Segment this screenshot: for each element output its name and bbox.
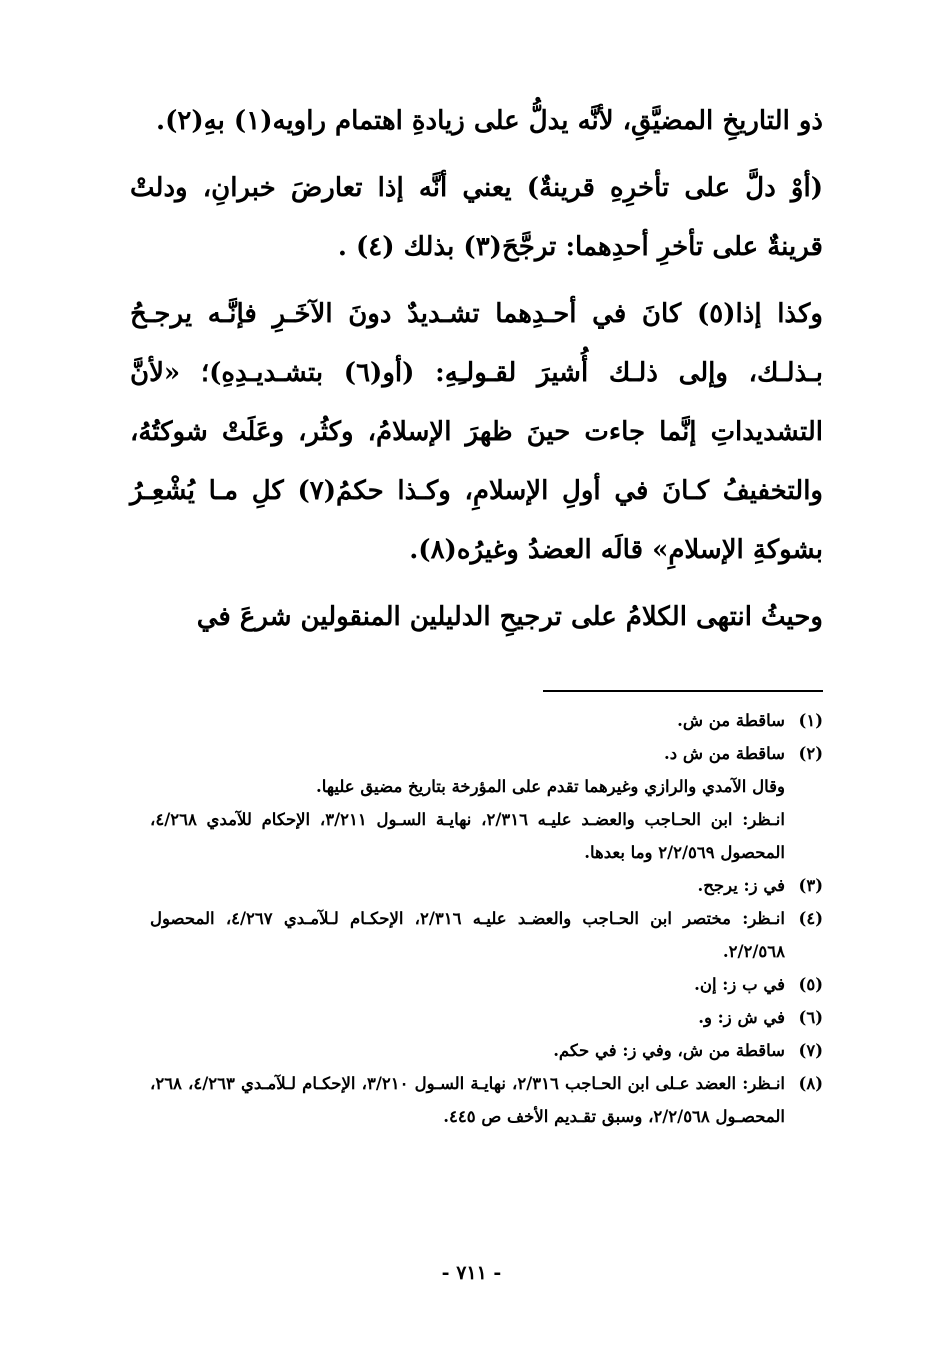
paragraph-2: (أوْ دلَّ على تأخرِهِ قرينةٌ) يعني أنَّه إذا تعارضَ خبرانِ، ودلتْ قرينةٌ على تأخرِ أحدِهما: ترجَّحَ(٣) بذلك (٤) . — [130, 173, 823, 262]
footnote-line: ساقطة من ش، وفي ز: في حكم. — [553, 1041, 785, 1060]
footnote-line: انـظر: ابن الحـاجب والعضـد عليـه ٢/٣١٦، نهايـة السـول ٣/٢١١، الإحكام للآمدي ٤/٢٦٨، المحصول ٢/٢/٥٦٩ وما بعدها. — [150, 810, 785, 862]
footnote-number: (٣) — [798, 876, 823, 895]
footnote-8 — [150, 1067, 823, 1133]
page-number: - ٧١١ - — [441, 1262, 502, 1284]
footnote-text — [150, 737, 785, 770]
footnote-number: (٥) — [798, 975, 823, 994]
footnote-3 — [150, 869, 823, 902]
footnote-number: (٨) — [798, 1074, 823, 1093]
footnote-line: انـظر: مختصر ابن الحـاجب والعضـد عليـه ٢/٣١٦، الإحكـام لـلآمـدي ٤/٢٦٧، المحصول ٢/٢/٥٦٨. — [150, 909, 785, 961]
footnote-6 — [150, 1001, 823, 1034]
footnote-line: في ش ز: و. — [698, 1008, 785, 1027]
paragraph-3: وكذا إذا(٥) كانَ في أحـدِهما تشـديدٌ دونَ الآخَـرِ فإنَّـه يرجـحُ بـذلـك، وإلى ذلـك أُشيرَ لقـولـِهِ: (أو(٦) بتشـديـدِهِ)؛ «لأنَّ التشديداتِ إنَّما جاءت حينَ ظهرَ الإسلامُ، وكثُر، وعَلَتْ شوكتُهُ، والتخفيفُ كـانَ في أولِ الإسلامِ، وكـذا حكمُ(٧) كلِ مـا يُشْعِـرُ بشوكةِ الإسلامِ» قالَه العضدُ وغيرُه(٨). — [130, 299, 823, 565]
footnote-text — [150, 1067, 785, 1133]
footnote-text — [150, 1034, 785, 1067]
footnote-5 — [150, 968, 823, 1001]
footnote-text — [150, 704, 785, 737]
footnote-line: وقال الآمدي والرازي وغيرهما تقدم على المؤرخة بتاريخ مضيق عليها. — [315, 777, 785, 796]
footnote-7 — [150, 1034, 823, 1067]
footnote-text — [150, 1001, 785, 1034]
footnote-1 — [150, 704, 823, 737]
footnote-text — [150, 968, 785, 1001]
main-text — [130, 92, 823, 647]
footnotes — [150, 704, 823, 1133]
footnote-line: ساقطة من ش د. — [664, 744, 785, 763]
footnote-number: (٦) — [798, 1008, 823, 1027]
footnote-text — [150, 869, 785, 902]
footnote-number: (١) — [798, 711, 823, 730]
footnote-number: (٧) — [798, 1041, 823, 1060]
footnote-line: ساقطة من ش. — [677, 711, 785, 730]
footnote-4 — [150, 902, 823, 968]
footnote-line: في ز: يرجح. — [697, 876, 785, 895]
footnote-number: (٤) — [798, 909, 823, 928]
footnote-line: في ب ز: إن. — [694, 975, 785, 994]
footnote-text — [150, 902, 785, 968]
paragraph-1: ذو التاريخِ المضيَّقِ، لأنَّه يدلُّ على زيادةِ اهتمام راويه(١) بهِ(٢). — [156, 106, 823, 136]
footnote-line: انـظر: العضد عـلى ابن الحـاجب ٢/٣١٦، نهايـة السـول ٣/٢١٠، الإحكـام لـلآمـدي ٤/٢٦٣، ٢٦٨، المحصـول ٢/٢/٥٦٨، وسبق تقـديم الأخف ص ٤٤٥. — [150, 1074, 785, 1126]
paragraph-4: وحيثُ انتهى الكلامُ على ترجيحِ الدليلين المنقولين شرعَ في — [196, 602, 823, 632]
footnote-2-continuation — [150, 770, 823, 869]
footnote-divider — [543, 690, 823, 692]
footnote-2 — [150, 737, 823, 770]
footnote-number: (٢) — [798, 744, 823, 763]
